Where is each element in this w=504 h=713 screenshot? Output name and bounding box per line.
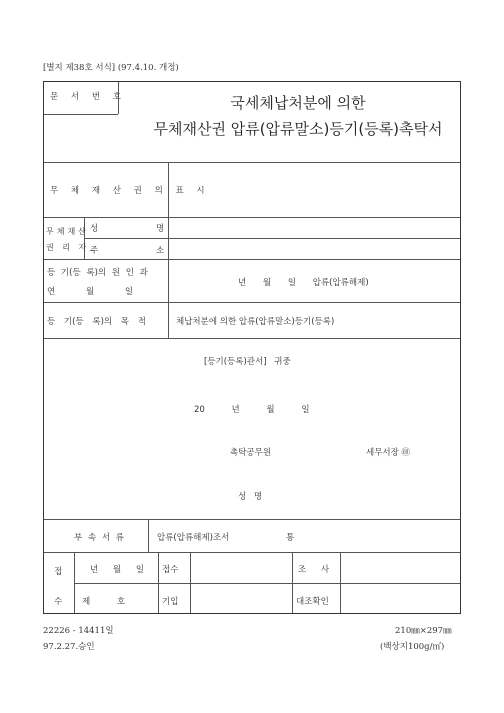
divider bbox=[44, 259, 460, 260]
form-title-line2: 무체재산권 압류(압류말소)등기(등록)촉탁서 bbox=[153, 120, 443, 138]
commission-form bbox=[43, 81, 461, 614]
divider bbox=[44, 552, 460, 553]
divider bbox=[148, 519, 149, 552]
receipt-label: 접수 bbox=[162, 565, 179, 575]
divider bbox=[340, 552, 341, 613]
attachments-value[interactable]: 압류(압류해제)조서 bbox=[157, 533, 230, 543]
property-label: 무 체 재 산 권 의 표 시 bbox=[50, 186, 210, 196]
name-seal: 성 명 bbox=[238, 492, 263, 502]
holder-address-field[interactable] bbox=[169, 239, 459, 259]
footer-paper-size: 210㎜×297㎜ bbox=[395, 626, 452, 636]
address-label-left: 주 bbox=[90, 246, 99, 256]
holder-label-1: 무체재산 bbox=[46, 227, 89, 236]
doc-number-label: 문 서 번 호 bbox=[50, 92, 126, 102]
name-label-left: 성 bbox=[90, 224, 99, 234]
holder-label-2: 권 리 자 bbox=[46, 243, 90, 252]
footer-paper-spec: (백상지100g/㎡) bbox=[380, 642, 445, 652]
footer-form-number: 22226 - 14411일 bbox=[43, 626, 114, 636]
receipt-side-bottom: 수 bbox=[54, 597, 63, 607]
divider bbox=[44, 114, 118, 115]
cause-label-line2: 연 월 일 bbox=[47, 287, 134, 297]
divider bbox=[190, 552, 191, 613]
divider bbox=[44, 338, 460, 339]
commissioned-official: 촉탁공무원 bbox=[230, 448, 272, 458]
cause-label-line1: 등 기(등 록)의 원 인 과 bbox=[47, 268, 148, 278]
addressee: [등기(등록)관서] 귀중 bbox=[204, 357, 291, 367]
property-field[interactable] bbox=[169, 163, 459, 216]
name-label-right: 명 bbox=[156, 224, 165, 234]
divider bbox=[158, 552, 159, 613]
footer-approval: 97.2.27.승인 bbox=[43, 642, 95, 652]
form-reference: [별지 제38호 서식] (97.4.10. 개정) bbox=[43, 63, 179, 73]
purpose-label: 등 기(등 록)의 목 적 bbox=[47, 317, 146, 327]
divider bbox=[74, 552, 75, 613]
purpose-value[interactable]: 체납처분에 의한 압류(압류말소)등기(등록) bbox=[176, 317, 335, 327]
divider bbox=[44, 519, 460, 520]
holder-name-field[interactable] bbox=[169, 218, 459, 238]
form-title-line1: 국세체납처분에 의한 bbox=[230, 94, 366, 112]
divider bbox=[44, 302, 460, 303]
address-label-right: 소 bbox=[156, 246, 165, 256]
attachments-label: 부 속 서 류 bbox=[74, 533, 124, 543]
divider bbox=[292, 552, 293, 613]
receipt-date-label: 년 월 일 bbox=[90, 565, 145, 575]
review-label: 조 사 bbox=[298, 565, 330, 575]
divider bbox=[74, 583, 460, 584]
attachments-count-unit: 통 bbox=[286, 533, 295, 543]
verify-label: 대조확인 bbox=[296, 597, 329, 607]
receipt-number-label: 제 호 bbox=[82, 597, 126, 607]
cause-value[interactable]: 년 월 일 압류(압류해제) bbox=[238, 278, 369, 288]
receipt-side-top: 접 bbox=[54, 567, 63, 577]
office-head: 세무서장 ㊞ bbox=[366, 448, 411, 458]
date-line[interactable]: 20 년 월 일 bbox=[194, 405, 310, 415]
entry-label: 기입 bbox=[162, 597, 179, 607]
